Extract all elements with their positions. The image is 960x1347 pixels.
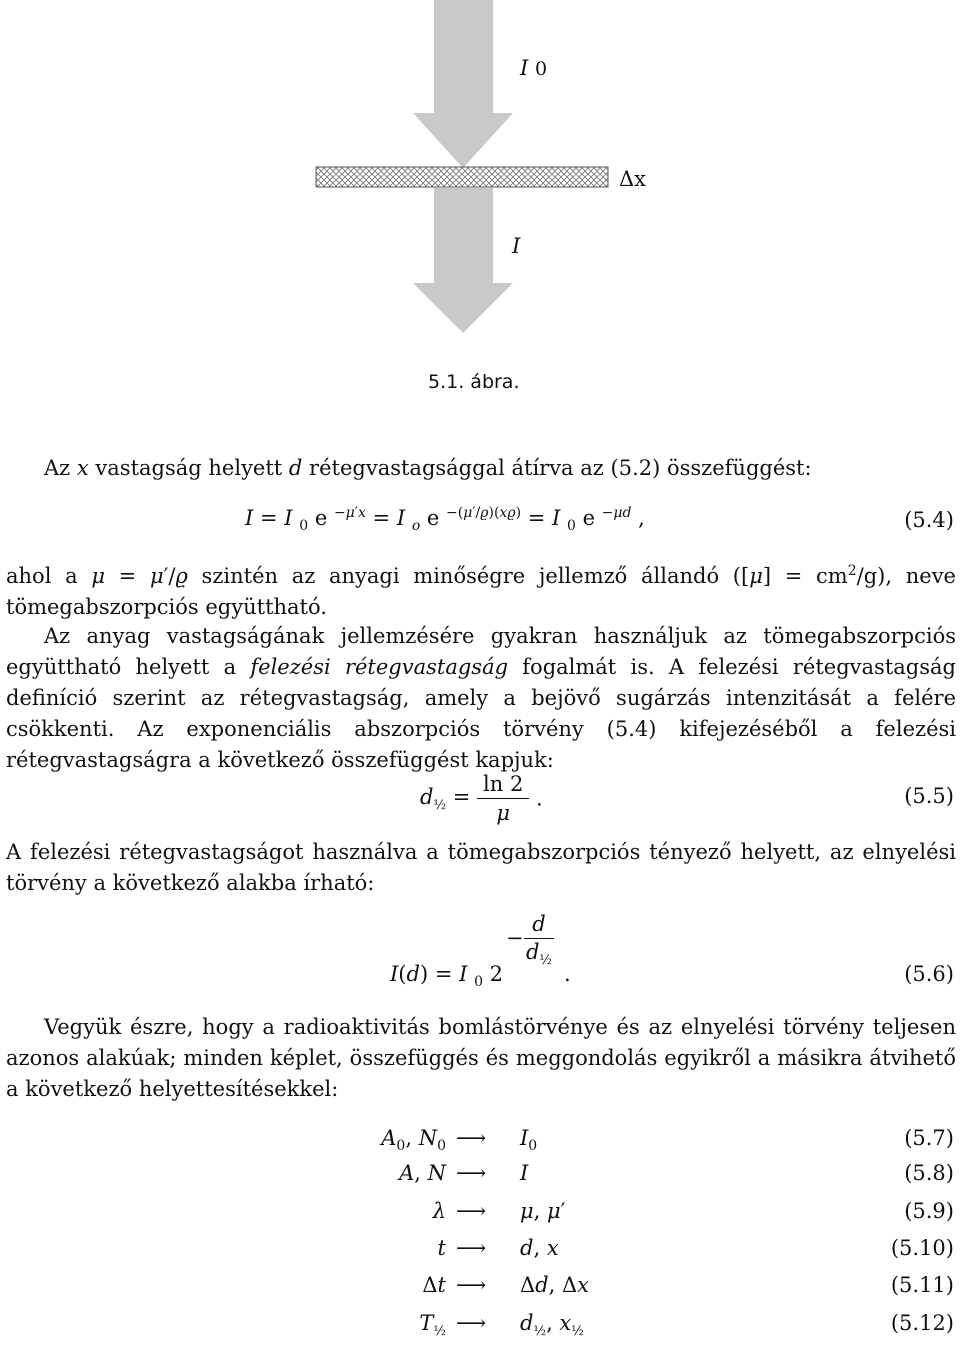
incoming-beam-arrow <box>413 0 513 168</box>
mapping-row: t ⟶ d, x (5.10) <box>437 1236 954 1260</box>
analogy-paragraph: Vegyük észre, hogy a radioaktivitás bomlástörvénye és az elnyelési törvény teljesen azonos alakúak; minden képlet, összefüggés és meggondolás egyikről a másikra átvihető a következő helyettesítésekkel: <box>6 1015 956 1101</box>
law-paragraph: A felezési rétegvastagságot használva a tömegabszorpciós tényező helyett, az elnyelési törvény a következő alakba írható: <box>6 840 956 895</box>
equation-5-5: $d_{\frac{1}{2}}$ = $\frac{\ln 2}{\mu}$ . <box>420 772 543 825</box>
incident-intensity-label: I 0 <box>520 56 548 80</box>
thickness-label: Δx <box>619 167 647 191</box>
definition-paragraph: ahol a μ = μ′/ϱ szintén az anyagi minőségre jellemző állandó $([\mu] = cm^2/g)$, neve tömegabszorpciós együttható. <box>6 563 956 619</box>
intro-paragraph: Az x vastagság helyett d rétegvastagsággal átírva az (5.2) összefüggést: <box>44 456 812 480</box>
mapping-row: Δt ⟶ Δd, Δx (5.11) <box>422 1273 954 1297</box>
equation-number: (5.4) <box>904 508 954 532</box>
half-value-layer-paragraph: Az anyag vastagságának jellemzésére gyakran használjuk az tömegabszorpciós együttható helyett a felezési rétegvastagság fogalmát is. A felezési rétegvastagság definíció szerint az rétegvastagság, amely a bejövő sugárzás intenzitását a felére csökkenti. Az exponenciális abszorpciós törvény (5.4) kifejezéséből a felezési rétegvastagságra a következő összefüggést kapjuk: <box>6 624 956 772</box>
transmitted-intensity-label: I <box>512 234 521 258</box>
mapping-row: $T_{\frac{1}{2}}$ ⟶ $d_{\frac{1}{2}}$, $x_{\frac{1}{2}}$ (5.12) <box>419 1311 954 1339</box>
figure-caption: 5.1. ábra. <box>428 371 520 393</box>
mapping-row: λ ⟶ μ, μ′ (5.9) <box>432 1199 954 1223</box>
attenuation-diagram <box>0 0 960 340</box>
mapping-row: A, N ⟶ I (5.8) <box>399 1161 954 1185</box>
equation-number: (5.5) <box>904 784 954 808</box>
mapping-row: $A_0$, $N_0$ ⟶ $I_0$ (5.7) <box>381 1126 954 1155</box>
equation-number: (5.6) <box>904 962 954 986</box>
transmitted-beam-arrow <box>413 188 513 333</box>
equation-5-4: I = I $_0$ e $^{-\mu'x}$ = I $_o$ e $^{-(\mu'/ϱ)(xϱ)}$ = I $_0$ e $^{-\mu d}$ , <box>245 505 645 535</box>
absorber-slab <box>316 167 608 187</box>
equation-5-6: I(d) = I $_0$ 2 − d $d_{\frac{1}{2}}$ . <box>390 912 571 991</box>
